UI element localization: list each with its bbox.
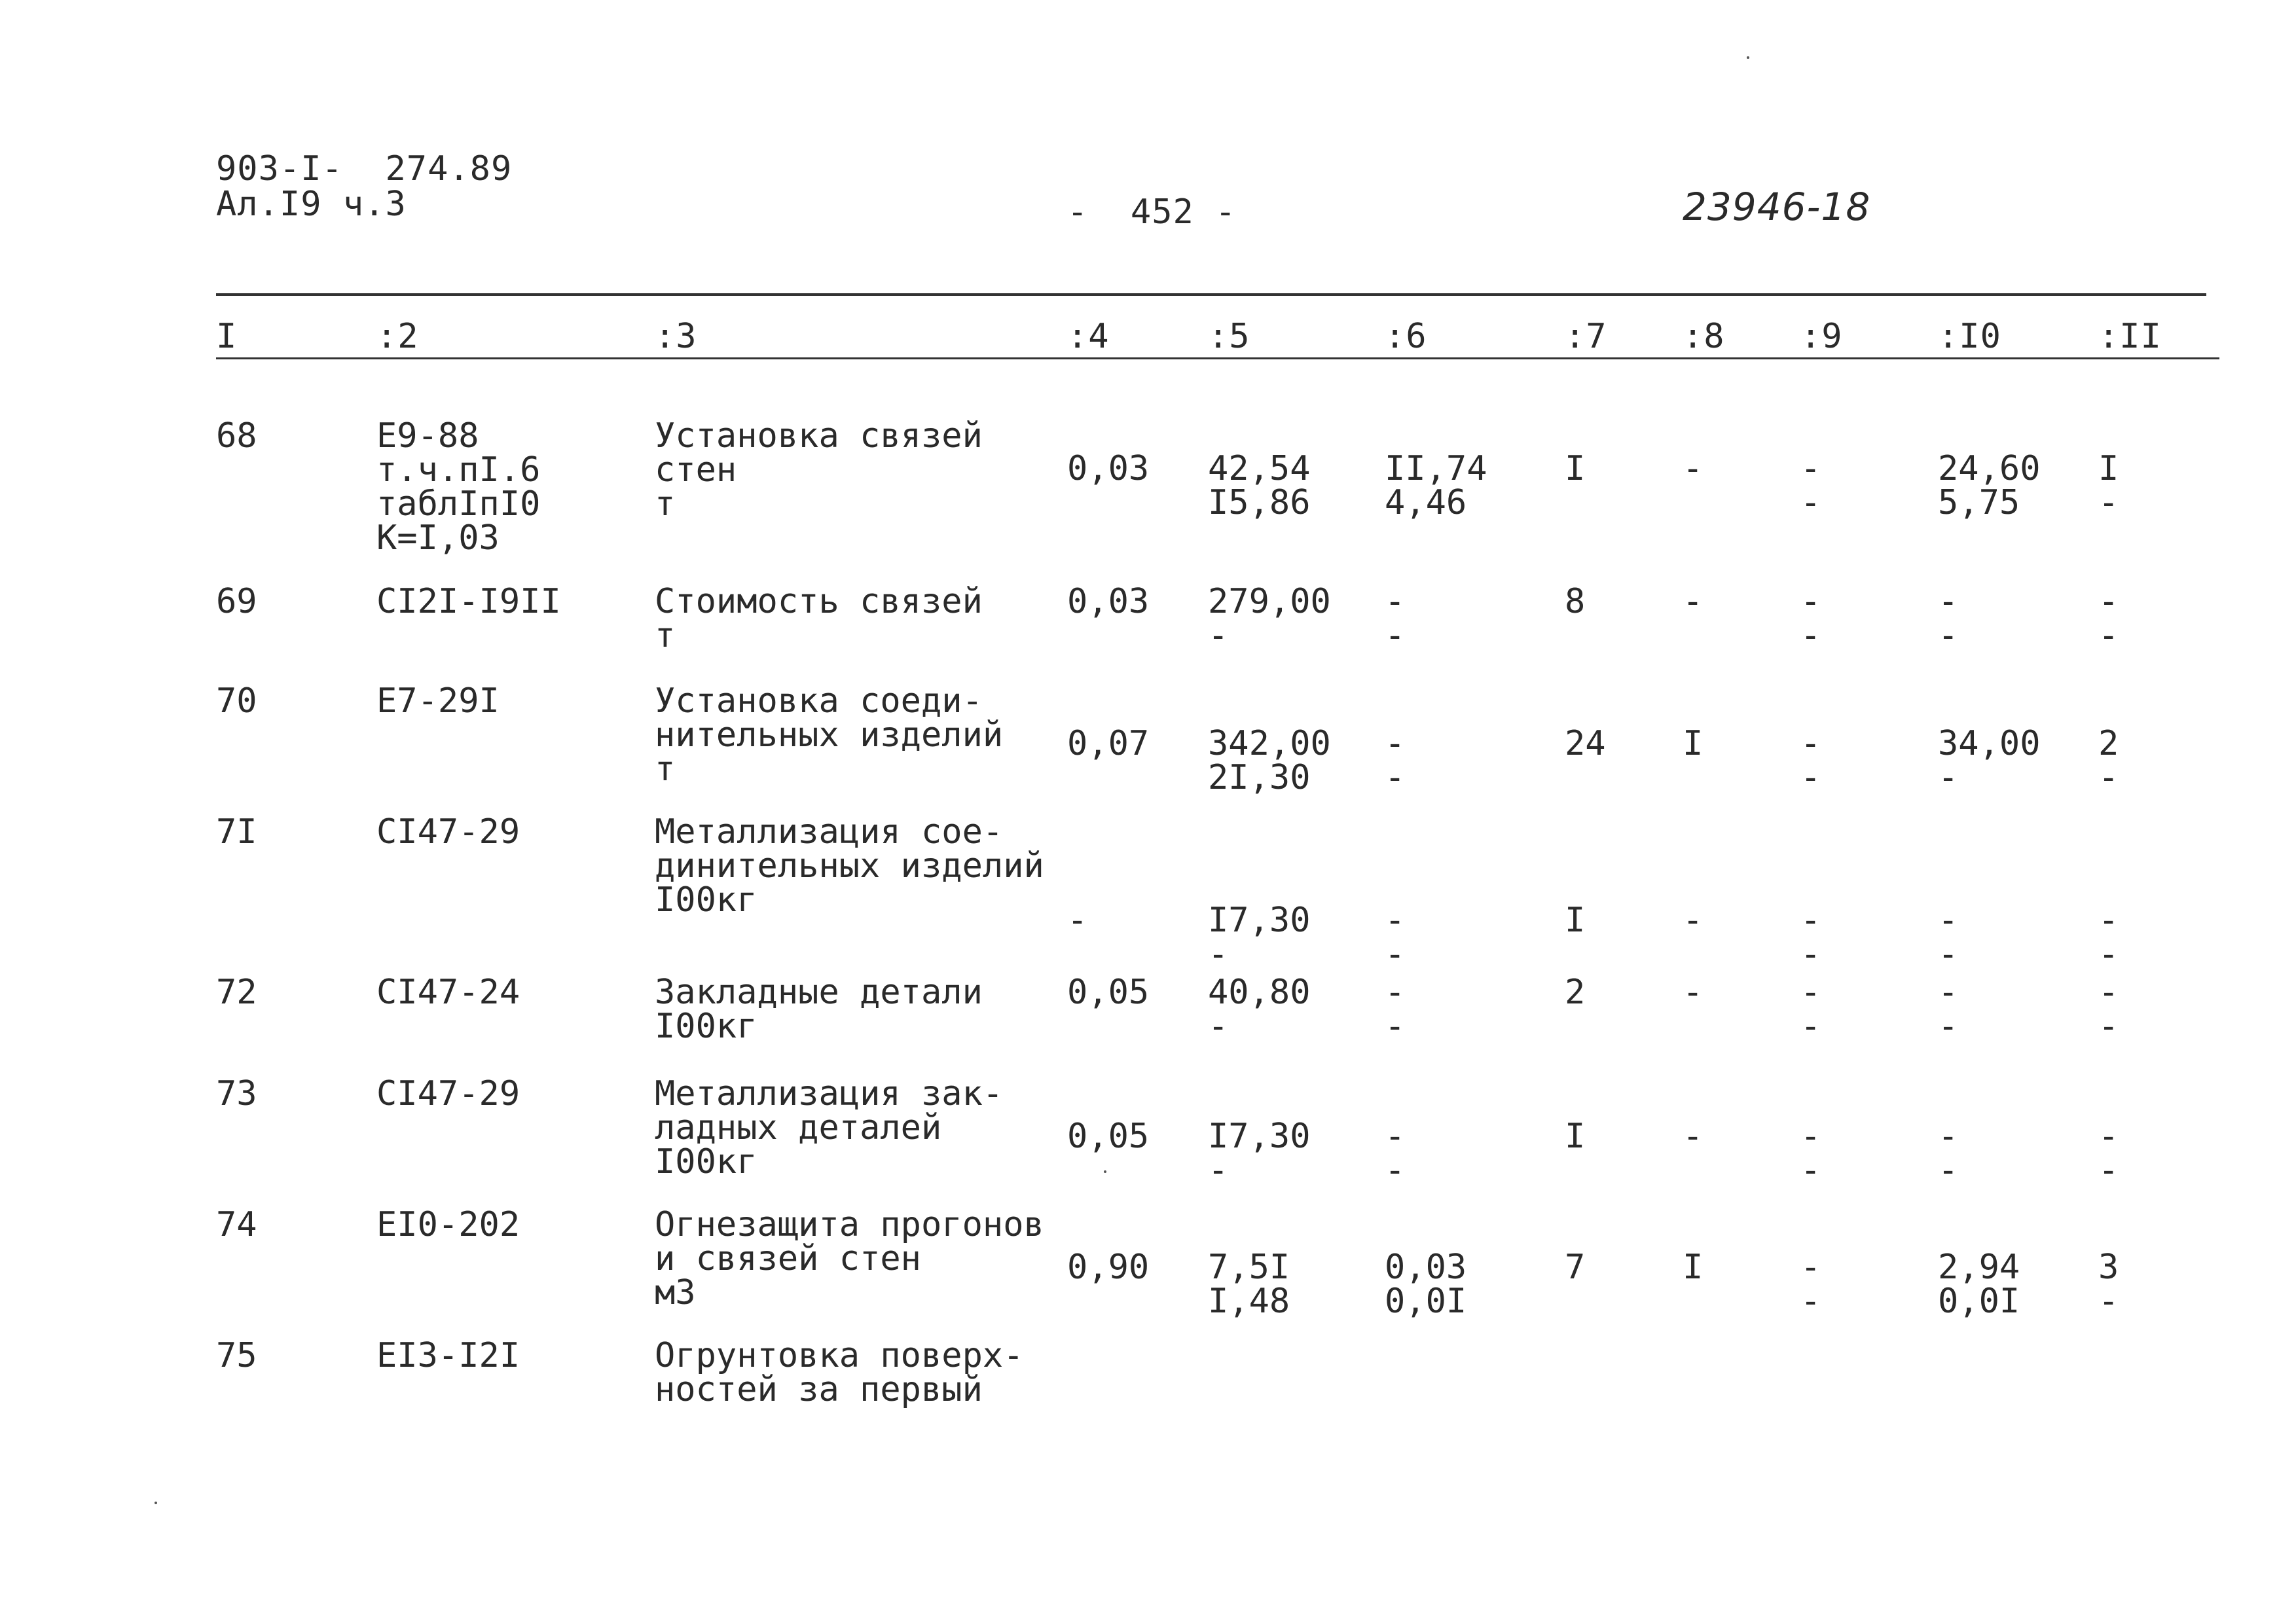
cell-col-3: Металлизация зак- ладных деталей I00кг: [655, 1074, 1004, 1182]
cell-col-6: - -: [1385, 973, 1406, 1046]
scan-speck: [155, 1502, 157, 1504]
cell-col-9: - -: [1800, 973, 1821, 1046]
cell-col-7: I: [1565, 449, 1586, 488]
cell-col-7: I: [1565, 901, 1586, 940]
page-number: - 452 -: [1067, 192, 1237, 232]
cell-col-3: Огнезащита прогонов и связей стен м3: [655, 1205, 1044, 1312]
cell-col-2: ЕI0-202: [376, 1205, 520, 1244]
cell-col-10: - -: [1938, 901, 1959, 974]
cell-col-2: Е7-29I: [376, 681, 500, 721]
cell-col-6: - -: [1385, 901, 1406, 974]
column-header-9: :9: [1800, 317, 1843, 356]
cell-col-11: 2 -: [2098, 724, 2119, 797]
cell-col-5: 342,00 2I,30: [1208, 724, 1331, 797]
cell-col-9: - -: [1800, 901, 1821, 974]
cell-col-6: II,74 4,46: [1385, 449, 1487, 522]
cell-col-3: Установка соеди- нительных изделий т: [655, 681, 1004, 789]
header-top-rule: [216, 293, 2206, 296]
cell-col-10: 2,94 0,0I: [1938, 1248, 2020, 1321]
cell-col-8: I: [1683, 724, 1704, 763]
column-header-3: :3: [655, 317, 697, 356]
cell-col-4: -: [1067, 901, 1088, 940]
cell-col-1: 72: [216, 973, 257, 1012]
column-header-5: :5: [1208, 317, 1250, 356]
cell-col-3: Огрунтовка поверх- ностей за первый: [655, 1336, 1024, 1409]
cell-col-2: СI47-29: [376, 1074, 520, 1113]
cell-col-1: 73: [216, 1074, 257, 1113]
cell-col-3: Закладные детали I00кг: [655, 973, 983, 1046]
cell-col-11: I -: [2098, 449, 2119, 522]
cell-col-10: 24,60 5,75: [1938, 449, 2041, 522]
cell-col-5: 40,80 -: [1208, 973, 1311, 1046]
cell-col-11: - -: [2098, 901, 2119, 974]
cell-col-6: - -: [1385, 582, 1406, 655]
cell-col-1: 75: [216, 1336, 257, 1375]
cell-col-1: 74: [216, 1205, 257, 1244]
cell-col-9: - -: [1800, 582, 1821, 655]
cell-col-4: 0,05: [1067, 1117, 1150, 1156]
cell-col-8: -: [1683, 449, 1704, 488]
cell-col-2: СI47-24: [376, 973, 520, 1012]
cell-col-5: 7,5I I,48: [1208, 1248, 1290, 1321]
cell-col-10: - -: [1938, 1117, 1959, 1190]
cell-col-8: -: [1683, 582, 1704, 621]
cell-col-8: -: [1683, 1117, 1704, 1156]
cell-col-8: I: [1683, 1248, 1704, 1287]
cell-col-5: I7,30 -: [1208, 1117, 1311, 1190]
cell-col-9: - -: [1800, 449, 1821, 522]
cell-col-7: 7: [1565, 1248, 1586, 1287]
cell-col-11: - -: [2098, 973, 2119, 1046]
cell-col-9: - -: [1800, 1248, 1821, 1321]
cell-col-10: - -: [1938, 973, 1959, 1046]
cell-col-7: I: [1565, 1117, 1586, 1156]
column-header-8: :8: [1683, 317, 1725, 356]
cell-col-2: Е9-88 т.ч.пI.6 таблIпI0 К=I,03: [376, 416, 541, 558]
cell-col-1: 7I: [216, 812, 257, 852]
cell-col-5: 42,54 I5,86: [1208, 449, 1311, 522]
cell-col-4: 0,03: [1067, 449, 1150, 488]
cell-col-2: СI47-29: [376, 812, 520, 852]
scan-speck: [1104, 1170, 1106, 1173]
cell-col-9: - -: [1800, 1117, 1821, 1190]
cell-col-7: 24: [1565, 724, 1606, 763]
cell-col-6: 0,03 0,0I: [1385, 1248, 1467, 1321]
cell-col-11: - -: [2098, 582, 2119, 655]
column-header-6: :6: [1385, 317, 1427, 356]
column-header-10: :I0: [1938, 317, 2001, 356]
cell-col-10: - -: [1938, 582, 1959, 655]
reference-number: 23946-18: [1683, 185, 1871, 229]
cell-col-9: - -: [1800, 724, 1821, 797]
cell-col-1: 70: [216, 681, 257, 721]
cell-col-6: - -: [1385, 1117, 1406, 1190]
cell-col-3: Металлизация сое- динительных изделий I00кг: [655, 812, 1044, 920]
document-code: 903-I- 274.89: [216, 149, 513, 189]
album-part: Ал.I9 ч.3: [216, 185, 407, 224]
cell-col-10: 34,00 -: [1938, 724, 2041, 797]
scan-speck: [1747, 56, 1749, 59]
cell-col-5: I7,30 -: [1208, 901, 1311, 974]
cell-col-4: 0,03: [1067, 582, 1150, 621]
column-header-4: :4: [1067, 317, 1110, 356]
cell-col-6: - -: [1385, 724, 1406, 797]
column-header-11: :II: [2098, 317, 2162, 356]
column-header-1: I: [216, 317, 238, 356]
cell-col-2: СI2I-I9II: [376, 582, 561, 621]
header-bottom-rule: [216, 357, 2219, 359]
cell-col-8: -: [1683, 973, 1704, 1012]
cell-col-5: 279,00 -: [1208, 582, 1331, 655]
cell-col-7: 8: [1565, 582, 1586, 621]
cell-col-11: - -: [2098, 1117, 2119, 1190]
cell-col-3: Установка связей стен т: [655, 416, 983, 524]
column-header-2: :2: [376, 317, 419, 356]
cell-col-2: ЕI3-I2I: [376, 1336, 520, 1375]
cell-col-11: 3 -: [2098, 1248, 2119, 1321]
cell-col-8: -: [1683, 901, 1704, 940]
cell-col-4: 0,90: [1067, 1248, 1150, 1287]
cell-col-4: 0,05: [1067, 973, 1150, 1012]
cell-col-4: 0,07: [1067, 724, 1150, 763]
cell-col-3: Стоимость связей т: [655, 582, 983, 655]
cell-col-7: 2: [1565, 973, 1586, 1012]
cell-col-1: 69: [216, 582, 257, 621]
column-header-7: :7: [1565, 317, 1607, 356]
cell-col-1: 68: [216, 416, 257, 456]
